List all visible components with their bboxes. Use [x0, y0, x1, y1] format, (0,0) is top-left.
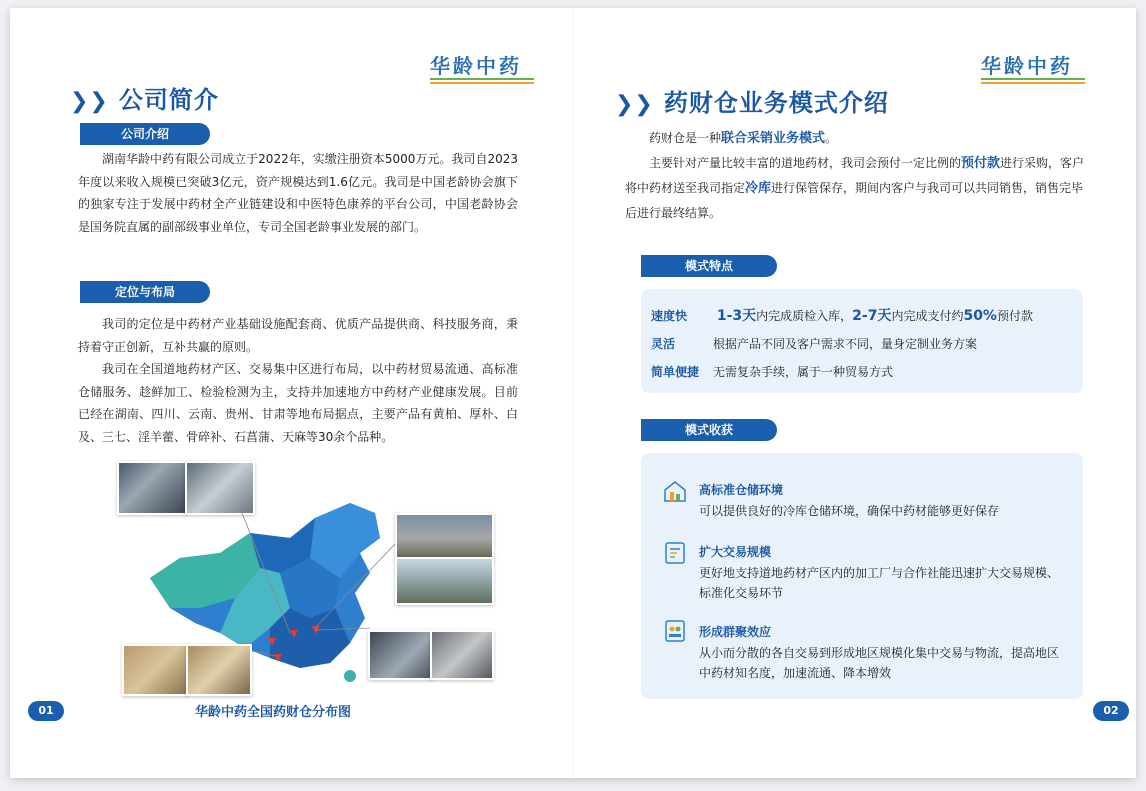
gain-text-scale: 更好地支持道地药材产区内的加工厂与合作社能迅速扩大交易规模、标准化交易环节 — [699, 566, 1060, 600]
map-caption: 华龄中药全国药财仓分布图 — [195, 705, 352, 720]
brand-stripes — [430, 78, 534, 86]
page-title-company-profile: ❯❯ 公司简介 — [70, 86, 219, 114]
page-number-right: 02 — [1093, 701, 1129, 721]
page-number-left: 01 — [28, 701, 64, 721]
section-label-features: 模式特点 — [641, 255, 777, 277]
cold-storage-photo-1 — [368, 630, 432, 680]
section-label-positioning: 定位与布局 — [80, 281, 210, 303]
brochure-spread — [10, 8, 1136, 778]
facility-photo-aerial-2 — [395, 557, 494, 605]
gain-title-scale: 扩大交易规模 — [699, 545, 772, 559]
feature-row-flexible: 灵活 根据产品不同及客户需求不同，量身定制业务方案 — [651, 337, 978, 351]
page-title-business-model: ❯❯ 药财仓业务模式介绍 — [615, 89, 889, 117]
cold-storage-photo-2 — [430, 630, 494, 680]
facility-photo-aerial-1 — [395, 513, 494, 559]
brand-stripes-right — [981, 78, 1085, 86]
storage-boxes-photo-2 — [186, 644, 252, 696]
features-box — [641, 289, 1083, 393]
scale-up-icon — [663, 541, 687, 565]
double-chevron-icon: ❯❯ — [70, 89, 109, 114]
right-page — [573, 8, 1136, 778]
gain-title-cluster: 形成群聚效应 — [699, 625, 772, 639]
feature-row-simple: 简单便捷 无需复杂手续，属于一种贸易方式 — [651, 365, 894, 379]
brand-logo: 华龄中药 — [430, 54, 522, 78]
storage-boxes-photo-1 — [122, 644, 188, 696]
gain-title-storage: 高标准仓储环境 — [699, 483, 784, 497]
double-chevron-icon: ❯❯ — [615, 92, 654, 117]
section-label-company-intro: 公司介绍 — [80, 123, 210, 145]
positioning-text: 我司的定位是中药材产业基础设施配套商、优质产品提供商、科技服务商，秉持着守正创新，互补共赢的原则。 我司在全国道地药材产区、交易集中区进行布局，以中药材贸易流通、高标准仓储服务、趁鲜加工、检验检测为主，支持并加速地方中药材产业健康发展。目前已经在湖南、四川、云南、贵州、甘肃等地布局据点，主要产品有黄柏、厚朴、白及、三七、淫羊藿、骨碎补、石菖蒲、天麻等30余个品种。 — [78, 317, 518, 444]
warehouse-icon — [663, 479, 687, 503]
business-model-intro: 药财仓是一种联合采销业务模式。 主要针对产量比较丰富的道地药材，我司会预付一定比例的预付款进行采购，客户将中药材送至我司指定冷库进行保管保存，期间内客户与我司可以共同销售，销售完毕后进行最终结算。 — [625, 131, 1085, 220]
gain-text-storage: 可以提供良好的冷库仓储环境，确保中药材能够更好保存 — [699, 504, 1000, 518]
cluster-icon — [663, 619, 687, 643]
feature-row-speed: 速度快 1-3天内完成质检入库，2-7天内完成支付约50%预付款 — [651, 308, 1033, 324]
left-page — [10, 8, 573, 778]
gain-text-cluster: 从小而分散的各自交易到形成地区规模化集中交易与物流，提高地区中药材知名度，加速流通、降本增效 — [699, 646, 1060, 680]
brand-logo-right: 华龄中药 — [981, 54, 1073, 78]
company-intro-text: 湖南华龄中药有限公司成立于2022年，实缴注册资本5000万元。我司自2023年度以来收入规模已突破3亿元，资产规模达到1.6亿元。我司是中国老龄协会旗下的独家专注于发展中药材全产业链建设和中医特色康养的平台公司，中国老龄协会是国务院直属的副部级事业单位，专司全国老龄事业发展的部门。 — [78, 152, 518, 234]
gains-box — [641, 453, 1083, 699]
section-label-gains: 模式收获 — [641, 419, 777, 441]
